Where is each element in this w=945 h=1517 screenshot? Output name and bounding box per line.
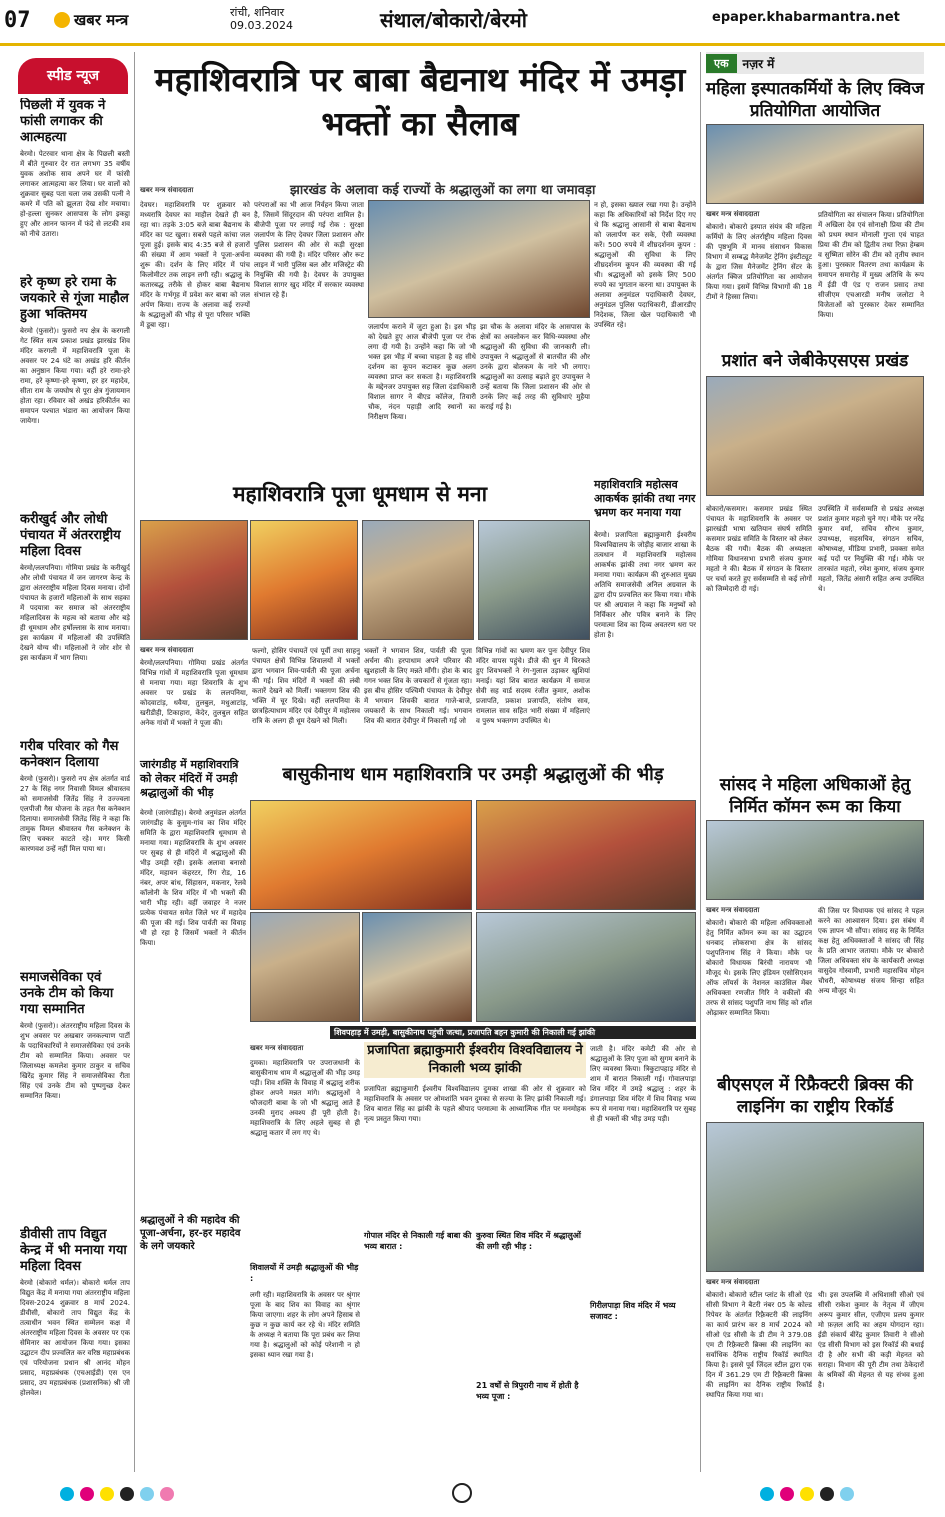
basukinath-col-2: लगी रही। महाशिवरात्रि के अवसर पर श्रृंगार पूजा के बाद शिव का विवाह का श्रृंगार किया जाएगा। शहर के लोग अपने हिसाब से कुछ न कुछ कार्य कर रहे थे। मंदिर समिति के अध्यक्ष ने बताया कि पूरा प्रबंध कर लिया गया है। श्रद्धालुओं को कोई परेशानी न हो इसका ध्यान रखा गया है। <box>250 1291 360 1359</box>
jbkss-col-2: उपस्थिति में सर्वसम्मति से प्रखंड अध्यक्ष प्रशांत कुमार महतो चुने गए। मौके पर नरेंद्र कुमार वर्मा, सचिव सौरभ कुमार, उपाध्यक्ष, सहसचिव, संगठन सचिव, कोषाध्यक्ष, मीडिया प्रभारी, प्रवक्ता समेत कई पदों पर नियुक्ति की गई। मौके पर तारकांत महतो, रमेश कुमार, संजय कुमार महतो, जितेंद्र अंसारी सहित अन्य उपस्थित थे। <box>818 505 924 593</box>
black-mark-icon <box>120 1487 134 1501</box>
speed-news-headline: करीखुर्द और लोधी पंचायत में अंतरराष्ट्रीय महिला दिवस <box>20 512 121 559</box>
at-a-glance-tag: एक <box>706 54 737 73</box>
main-col-4: झा चौक के अलावा मंदिर के आसपास के क्षेत्रों का अवलोकन कर विधि-व्यवस्था और श्रद्धालुओं की सुविधा की जानकारी ली। उपायुक्त ने श्रद्धालुओं से बातचीत की और उनके द्वारा बोलकम के नारे भी लगाए। श्रद्धालुओं का उत्साह बढ़ाते हुए उपायुक्त ने उन्हें बताया कि जिला प्रशासन की ओर से उनके लिए कई तरह की सुविधाएं मुहैया कराई गई है। <box>480 323 590 411</box>
basukinath-photo-1 <box>250 800 472 910</box>
commonroom-col-1: बोकारो। बोकारो की महिला अधिवक्ताओं हेतु निर्मित कॉमन रूम का का उद्घाटन धनबाद लोकसभा क्षेत्र के सांसद पशुपतिनाथ सिंह ने किया। मौके पर बोकारो विधायक बिरंची नारायण भी मौजूद थे। इसके लिए इंडियन एसोसिएशन ऑफ लॉयर्स के नेशनल काउंसिल मेंबर अधिवक्ता रणजीत गिरि ने वकीलों की तरफ से सांसद पशुपति नाथ सिंह को शॉल ओढ़ाकर सम्मानित किया। <box>706 919 812 1017</box>
fair-subhead-1: श्रद्धालुओं ने की महादेव की पूजा-अर्चना, हर-हर महादेव के लगे जयकारे <box>140 1215 241 1252</box>
jbkss-col-1: बोकारो/कसमार। कसमार प्रखंड स्थित पंचायत के महाशिवरात्रि के अवसर पर झारखंडी भाषा खतियान संघर्ष समिति कसमार प्रखंड समिति के विस्तार को लेकर बैठक की गयी। बैठक की अध्यक्षता गोमिया विधानसभा प्रभारी संजय कुमार महतो ने की। बैठक में संगठन के विस्तार पर चर्चा करते हुए सर्वसम्मति से कई लोगों को जिम्मेदारी दी गई। <box>706 505 812 593</box>
speed-news-item <box>20 739 130 964</box>
refractory-byline: खबर मन्त्र संवाददाता <box>706 1278 760 1286</box>
puja-photo-4 <box>478 520 590 640</box>
second-col-1: बेरमो/ललपनिया। गोमिया प्रखंड अंतर्गत विभिन्न गांवों में महाशिवरात्रि पूजा धूमधाम से मनाया गया। महा शिवरात्रि के शुभ अवसर पर प्रखंड के ललपनिया, कोदवाटांड़, धवैया, तुलबुल, मधुआटांड़, खरीडीही, टिकाहारा, केंदेर, तुलबुल सहित अनेक गांवों में भक्तों ने पूजा की। <box>140 659 248 727</box>
second-story-headline: महाशिवरात्रि पूजा धूमधाम से मना <box>232 481 488 506</box>
date: 09.03.2024 <box>230 19 293 32</box>
speed-news-headline: हरे कृष्ण हरे रामा के जयकारे से गूंजा माहौल हुआ भक्तिमय <box>20 275 129 322</box>
refractory-photo <box>706 1122 924 1272</box>
quiz-byline: खबर मन्त्र संवाददाता <box>706 210 760 218</box>
puja-photo-1 <box>140 520 248 640</box>
main-col-5: न हो, इसका ख्याल रखा गया है। उन्होंने कहा कि अधिकारियों को निर्देश दिए गए थे कि श्रद्धालु आसानी से बाबा बैद्यनाथ को जलार्पण कर सके, ऐसी व्यवस्था करें। 500 रुपये में शीघ्रदर्शनम कूपन : श्रद्धालुओं की सुविधा के लिए शीघ्रदर्शनम कूपन की व्यवस्था की गई थी। श्रद्धालुओं को इसके लिए 500 रुपये का भुगतान करना था। उपायुक्त के अलावा अनुमंडल पदाधिकारी देवघर, अनुमंडल पुलिस पदाधिकारी, डीआरडीए निदेशक, जिला खेल पदाधिकारी भी उपस्थित रहे। <box>594 201 696 329</box>
basukinath-photo-3 <box>250 912 360 1022</box>
jarangdih-body: बेरमो (जारंगडीह)। बेरमो अनुमंडल अंतर्गत जारंगडीह के कुसुम-गांव का शिव मंदिर समिति के द्वारा महाशिवरात्रि धूमधाम से मनाया गया। महाशिवरात्रि के शुभ अवसर पर सुबह से ही मंदिरों में श्रद्धालुओं की भीड़ उमड़ी रही। इसके अलावा बनासो मंदिर, महावन कंहरटर, रिंग रोड, 16 नंबर, अपर बांध, सिंहासन, मकनार, रेलवे कॉलोनी के शिव मंदिर में भी भक्तों की भारी भीड़ रही। वहीं जवाहर ने नजर प्रत्येक पंचायत समेत जिले भर में महादेव की पूजा की गई। शिव पार्वती का विवाह भी हो रहा है जिसमें भक्तों ने कीर्तन किया। <box>140 809 246 947</box>
yellow-mark-icon <box>800 1487 814 1501</box>
basukinath-photo-2 <box>476 800 696 910</box>
column-divider <box>700 52 701 1472</box>
second-col-4: विभिन्न गांवों का भ्रमण कर पुनः देवीपुर शिव मंदिर वापस पहुंचे। डीजे की धुन में थिरकते हुए शिवभक्तों ने रंग-गुलाल उड़ाकर खुशियां मनाई। यहां शिव बारात कार्यक्रम में समाज सेवी सह वार्ड सदस्य रंजीत कुमार, अशोक प्रजापति, प्रकाश प्रजापति, संतोष साव, रामलाल साव सहित भारी संख्या में महिलाएं व पुरुष भक्तगण उपस्थित थे। <box>476 647 590 725</box>
main-col-2: परंपराओं का भी आज निर्वहन किया जाता है, जिसमें सिंदूरदान की परंपरा शामिल है। बीजेपी पूजा पर लगाई गई रोक : सुरक्षा जलार्पण के लिए देवघर जिला प्रशासन और पुलिस प्रशासन की ओर से कड़ी सुरक्षा व्यवस्था की गयी है। मंदिर परिसर और रूट लाइन में भारी पुलिस बल और मजिस्ट्रेट की नियुक्ति की गयी है। देवघर के उपायुक्त विशाल सागर खुद मंदिर में सरकार व्यवस्था संभाल रहे हैं। <box>254 201 364 299</box>
main-col-1: देवघर। महाशिवरात्रि पर शुक्रवार को मध्यरात्रि देवघर का माहौल देखते ही बन रहा था। तड़के 3:05 बजे बाबा बैद्यनाथ के मंदिर का पट खुला। सबसे पहले कांचा जल पूजा हुई। इसके बाद 4:35 बजे से हजारों की संख्या में आम भक्तों ने पूजा-अर्चना शुरू की। दर्शन के लिए मंदिर में पांच किलोमीटर तक लाइन लगी रही। श्रद्धालु के कतारबद्ध तरीके से होकर बाबा बैद्यनाथ मंदिर के गर्भगृह में प्रवेश कर बाबा को जल अर्पण किया। राज्य के अलावा कई राज्यों के श्रद्धालुओं की भीड़ से पूरा परिसर भक्ति में डूबा रहा। <box>140 201 250 329</box>
cyan-mark-icon <box>760 1487 774 1501</box>
at-a-glance-title: नज़र में <box>742 56 775 71</box>
speed-news-item <box>20 512 130 733</box>
prajapita-body: प्रजापिता ब्रह्माकुमारी ईश्वरीय विश्वविद्यालय दुमका शाखा की ओर से शुक्रवार को महाशिवरात्रि के अवसर पर ओमशांति भवन दुमका से सज्या के लिए झांकी निकाली गई। शिव बारात सिंह का झांकी के पहले श्रीपाद परमात्मा के आध्यात्मिक गीत पर मनमोहक नृत्य प्रस्तुत किया गया। <box>364 1085 586 1123</box>
brand-dot-icon <box>54 12 70 28</box>
second-col-2: फल्गो, होसिर पंचायतें एवं पूर्वी तथा साहनु पंचायत क्षेत्रों विभिन्न शिवालयों में भक्तों द्वारा भगवान शिव-पार्वती की पूजा अर्चना की गई। शिव मंदिरों में भक्तों की लंबी कतारें देखने को मिलीं। भक्तगण शिव की भक्ति में चूर दिखे। वहीं ललपनिया के छात्रहित्याधाम मंदिर एवं देवीपुर में महोत्सव रात्रि के अलग ही धूम देखने को मिली। <box>252 647 360 725</box>
quiz-photo <box>706 124 924 204</box>
prajapita-headline: प्रजापिता ब्रह्माकुमारी ईश्वरीय विश्वविद्यालय ने निकाली भव्य झांकी <box>364 1042 586 1078</box>
fair-subhead-4: कुरुवा स्थित शिव मंदिर में श्रद्धालुओं की लगी रही भीड़ : <box>476 1231 581 1251</box>
refractory-col-2: थी। इस उपलब्धि में अधिशासी सीओ एवं सीसी राकेश कुमार के नेतृत्व में जीएम अरूप कुमार सील, एजीएम प्रलय कुमार मो फ़ज़ल आदि का अहम योगदान रहा। ईडी संकार्य बीरेंद्र कुमार तिवारी ने सीओ एंड सीसी विभाग को इस रिकॉर्ड की बधाई दी है और सभी की कड़ी मेहनत को सराहा। विभाग की पूरी टीम तथा ठेकेदारों के श्रमिकों की मेहनत से यह संभव हुआ है। <box>818 1291 924 1389</box>
quiz-col-2: प्रतियोगिता का संचालन किया। प्रतियोगिता में अखिला देव एवं सोनाक्षी प्रिया की टीम को प्रथम स्थान मोनाली गुप्ता एवं चाहत प्रिया की टीम को द्वितीय तथा रिफ़ा हेम्ब्रम व सुष्मिता सोरेन की टीम को तृतीय स्थान हुआ। पुरस्कार वितरण तथा कार्यक्रम के समापन समारोह में मुख्य अतिथि के रूप में ईडी पी एंड ए राजन प्रसाद तथा सीजीएम एचआरडी मनीष जलोटा ने विजेताओं को पुरस्कार देकर सम्मानित किया। <box>818 211 924 319</box>
main-byline: खबर मन्त्र संवाददाता <box>140 186 194 194</box>
print-registration-bar <box>0 1475 945 1517</box>
second-col-3: भक्तों ने भगवान शिव, पार्वती की पूजा अर्चना की। हरपाधाम अपने परिवार की खुशहाली के लिए मन्नते माँगी। होश के बाद गगन भक्त शिव के जयकारों से गूंजता रहा। इस बीच होसिर पश्चिमी पंचायत के देवीपुर में भगवान शिवकी बारात गाजे-बाजे, जयकारों के साथ निकाली गई। भगवान शिव की बारात देवीपुर में निकाली गई जो <box>364 647 472 725</box>
at-a-glance-banner <box>706 52 924 74</box>
basukinath-byline: खबर मन्त्र संवाददाता <box>250 1044 304 1052</box>
refractory-col-1: बोकारो। बोकारो स्टील प्लांट के सीओ एंड सीसी विभाग ने बैटरी नंबर 05 के कोल्ड रिपेयर के अंतर्गत रिफ़्रैक्टरी की लाइनिंग का कार्य प्रारंभ कर 8 मार्च 2024 को सीओ एंड सीसी के डी टीम ने 379.08 एम टी रिफ़्रैक्टरी ब्रिक्स की लाइनिंग का सर्वाधिक दैनिक राष्ट्रीय रिकॉर्ड स्थापित किया है। इससे पूर्व जिंदल स्टील द्वारा एक दिन में 361.29 एम टी रिफ़्रैक्टरी ब्रिक्स की लाइनिंग का दैनिक राष्ट्रीय रिकॉर्ड स्थापित किया गया था। <box>706 1291 812 1399</box>
commonroom-byline: खबर मन्त्र संवाददाता <box>706 906 760 914</box>
fair-subhead-6: गिरीलपाड़ा शिव मंदिर में भव्य सजावट : <box>590 1301 676 1321</box>
city-day: रांची, शनिवार <box>230 6 285 19</box>
basukinath-headline: बासुकीनाथ धाम महाशिवरात्रि पर उमड़ी श्रद्धालुओं की भीड़ <box>282 764 664 785</box>
cyan-mark-icon <box>60 1487 74 1501</box>
refractory-headline: बीएसएल में रिफ्रैक्टरी ब्रिक्स की लाइनिंग का राष्ट्रीय रिकॉर्ड <box>717 1075 913 1117</box>
jbkss-photo <box>706 376 924 496</box>
color-marks-right <box>760 1487 860 1501</box>
fair-subhead-3: गोपाल मंदिर से निकाली गई बाबा की भव्य बारात : <box>364 1231 472 1251</box>
brand-logo <box>54 10 128 30</box>
main-col-3: जलार्पण कराने में जुटा हुआ है। इस भीड़ को देखते हुए आज बीजेपी पूजा पर रोक लगा दी गयी है। उन्होंने कहा कि जो भी भक्त इस भीड़ में बच्चा चाहता है वह सीधे दर्शनम का कूपन कटाकर कूछ अलग व्यवस्था प्राप्त कर सकता है। महाशिवरात्रि के मद्देनजर उपायुक्त सह जिला दंडाधिकारी विशाल सागर ने बीएड कॉलेज, तिवारी चौक, नंदन पहाड़ी आदि स्थानों का निरीक्षण किया। <box>368 323 476 421</box>
quiz-col-1: बोकारो। बोकारो इस्पात संयंत्र की महिला कर्मियों के लिए अंतर्राष्ट्रीय महिला दिवस की पृष्ठभूमि में मानव संसाधन विकास विभाग में सम्बद्ध मैनेजमेंट ट्रेनिंग इंस्टीट्यूट के द्वारा जिस मैनेजमेंट ट्रेनिंग सेंटर के अंतर्गत क्विज प्रतियोगिता का आयोजन किया गया। इसमें विभिन्न विभागों की 18 टीमों ने हिस्सा लिया। <box>706 223 812 301</box>
jbkss-headline: प्रशांत बने जेबीकेएसएस प्रखंड <box>721 351 909 371</box>
magenta-mark-icon <box>80 1487 94 1501</box>
light-cyan-mark-icon <box>840 1487 854 1501</box>
yellow-mark-icon <box>100 1487 114 1501</box>
speed-news-headline: समाजसेविका एवं उनके टीम को किया गया सम्मानित <box>20 970 114 1017</box>
jarangdih-headline: जारंगडीह में महाशिवरात्रि को लेकर मंदिरों में उमड़ी श्रद्धालुओं की भीड़ <box>140 758 239 799</box>
speed-news-body: बेरमो। पेटरवार थाना क्षेत्र के पिछली बस्ती में बीते गुरुवार देर रात लगभग 35 वर्षीय युवक अशोक साव अपने घर में फांसी लगाकर आत्महत्या कर लिया। घर वालों को शुक्रवार सुबह पता चला जब उसकी पत्नी ने कमरे में पति को झूलता देख शोर मचाया। हो-हल्ला सुनकर आसपास के लोग इकट्ठा हुए और आनन फानन में फंदे से लटकी शव को नीचे उतारा। <box>20 150 130 238</box>
speed-news-body: बेरमो/ललपनिया। गोमिया प्रखंड के करीखुर्द और लोधी पंचायत में जन जागरण केन्द्र के द्वारा अंतरराष्ट्रीय महिला दिवस मनाया। दोनों पंचायत के हजारों महिलाओं के साथ सहका में पदयात्रा कर समाज को अंतरराष्ट्रीय महिलादिवस के महत्व को बताया और बड़े ही धूमधाम और हर्षोल्लास के साथ मनाया। इस कार्यक्रम में महिलाओं की उपस्थिति देखने योग्य थी। महिलाओं ने जोर शोर से इस कार्यक्रम में भाग लिया। <box>20 564 130 662</box>
page-number: 07 <box>4 8 31 33</box>
brand-name: खबर मन्त्र <box>74 11 129 29</box>
speed-news-item <box>20 98 130 269</box>
light-magenta-mark-icon <box>160 1487 174 1501</box>
speed-news-item <box>20 275 130 506</box>
puja-photo-3 <box>362 520 474 640</box>
commonroom-col-2: की जिस पर विधायक एवं सांसद ने पहल करने का आश्वासन दिया। इस संबंध में एक ज्ञापन भी सौंपा। सांसद सह के निर्मित कक्ष हेतु अधिवक्ताओं ने सांसद जी सिंह के प्रति आभार जताया। मौके पर बोकारो जिला अधिवक्ता संघ के कार्यकारी अध्यक्ष वासुदेव गोस्वामी, प्रभारी महासचिव मोहन चौधरी, कोषाध्यक्ष संजय सिन्हा सहित अन्य मौजूद थे। <box>818 907 924 995</box>
speed-news-body: बेरमो (फुसरो)। फुसरो नप क्षेत्र अंतर्गत वार्ड 27 के सिंह नगर निवासी विमल श्रीवास्तव को समाजसेवी जितेंद्र सिंह ने उज्ज्वला एलपीजी गैस योजना के तहत गैस कनेक्शन दिलाया। समाजसेवी जितेंद्र सिंह ने कहा कि तामुक विमल श्रीवास्तव गैस कनेक्शन के लिए चक्कर काटते रहे। मगर किसी कारणवश उन्हें नहीं मिल पाया था। <box>20 775 130 853</box>
speed-news-column <box>20 98 130 1468</box>
section-title: संथाल/बोकारो/बेरमो <box>380 8 527 32</box>
jhanki-body: बेरमो। प्रजापिता ब्रह्माकुमारी ईश्वरीय विश्वविद्यालय के जोड़ीह बाजार शाखा के तत्वधान में महाशिवरात्रि महोत्सव आकर्षक झांकी तथा नगर भ्रमण कर मनाया गया। कार्यक्रम की शुरुआत मुख्य अतिथि समाजसेवी अनिल अग्रवाल के द्वारा दीप प्रज्वलित कर किया गया। मौके पर श्री अग्रवाल ने कहा कि मनुष्यों को निर्विकार और पवित्र बनाने के लिए परमात्मा शिव का दिव्य अवतरण धरा पर होता है। <box>594 531 696 639</box>
basukinath-photo-caption: शिवपहाड़ में उमड़ी, बासुकीनाथ पहुंची जत्था, प्रजापति बहन कुमारी की निकाली गई झांकी <box>330 1026 696 1039</box>
main-subheadline: झारखंड के अलावा कई राज्यों के श्रद्धालुओं का लगा था जमावड़ा <box>290 183 596 198</box>
fair-subhead-2: शिवालयों में उमड़ी श्रद्धालुओं की भीड़ : <box>250 1263 359 1283</box>
commonroom-headline: सांसद ने महिला अधिकाओं हेतु निर्मित कॉमन रूम का किया <box>719 775 911 817</box>
basukinath-photo-5 <box>476 912 696 1022</box>
speed-news-item <box>20 970 130 1221</box>
speed-news-label: स्पीड न्यूज <box>18 58 128 94</box>
color-marks-left <box>60 1487 180 1501</box>
speed-news-body: बेरमो (बोकारो थर्मल)। बोकारो थर्मल ताप विद्युत केंद्र में मनाया गया अंतरराष्ट्रीय महिला दिवस-2024 शुक्रवार 8 मार्च 2024. डीवीसी, बोकारो ताप विद्युत केंद्र के तत्वाधीन भवन स्थित सम्मेलन कक्ष में अंतरराष्ट्रीय महिला दिवस के अवसर पर एक सेमिनार का आयोजन किया गया। इसका उद्घाटन दीप प्रज्वलित कर वरिष्ठ महाप्रबंधक एवं परियोजना प्रधान श्री आनंद मोहन प्रसाद, महाप्रबंधक (एचआईडी) एस एन प्रसाद, उप महाप्रबंधक (प्रशासनिक) श्री जी होलवेल। <box>20 1279 130 1397</box>
speed-news-headline: डीवीसी ताप विद्युत केन्द्र में भी मनाया गया महिला दिवस <box>20 1227 127 1274</box>
column-divider <box>134 52 135 1472</box>
crosshair-icon <box>452 1483 472 1503</box>
main-headline: महाशिवरात्रि पर बाबा बैद्यनाथ मंदिर में उमड़ा भक्तों का सैलाब <box>154 60 686 143</box>
fair-subhead-5: 21 वर्षों से त्रिपुरारी नाथ में होती है भव्य पूजा : <box>476 1381 579 1401</box>
commonroom-photo <box>706 820 924 900</box>
black-mark-icon <box>820 1487 834 1501</box>
speed-news-body: बेरमो (फुसरो)। फुसरो नप क्षेत्र के करगली गेट स्थित सत्य प्रकाश प्रखंड झारखंड शिव मंदिर करगली में महाशिवरात्रि पूजा के अवसर पर 24 घंटे का अखंड हरि कीर्तन का अनुष्ठान किया गया। वहीं हरे रामा-हरे रामा, हरे कृष्णा-हरे कृष्णा, हर हर महादेव, सीता राम के जयघोष से पूरा क्षेत्र गुंजायमान होता रहा। रविवार को अखंड हरिकीर्तन का समापन पश्चात भंडारा का आयोजन किया जायेगा। <box>20 327 130 425</box>
basukinath-photo-4 <box>362 912 472 1022</box>
jhanki-headline: महाशिवरात्रि महोत्सव आकर्षक झांकी तथा नगर भ्रमण कर मनाया गया <box>594 478 696 519</box>
main-photo-temple <box>368 200 590 318</box>
second-story-byline: खबर मन्त्र संवाददाता <box>140 646 194 654</box>
site-url[interactable]: epaper.khabarmantra.net <box>712 10 900 25</box>
quiz-headline: महिला इस्पातकर्मियों के लिए क्विज प्रतियोगिता आयोजित <box>706 79 924 121</box>
basukinath-col-1: दुमका। महाशिवरात्रि पर उपराजधानी के बासुकीनाथ धाम में श्रद्धालुओं की भीड़ उमड़ पड़ी। शिव शक्ति के विवाह में श्रद्धालु शरीक होकर अपने मन्नत मांगे। श्रद्धालुओं ने फौजदारी बाबा के जो भी श्रद्धालु आते हैं उनकी मुराद अवश्य ही पूरी होती है। महाशिवरात्रि के लिए अहले सुबह से ही श्रद्धालु कतार में लग गए थे। <box>250 1059 360 1137</box>
light-cyan-mark-icon <box>140 1487 154 1501</box>
speed-news-headline: गरीब परिवार को गैस कनेक्शन दिलाया <box>20 739 119 770</box>
puja-photo-2 <box>250 520 358 640</box>
speed-news-body: बेरमो (फुसरो)। अंतरराष्ट्रीय महिला दिवस के शुभ अवसर पर अखबार जनकल्याण पार्टी के पदाधिकारियों ने समाजसेविका एवं उनके टीम को सम्मानित किया। अवसर पर जिलाध्यक्ष कमलेश कुमार ठाकुर व सचिव खिरेंद्र कुमार सिंह ने समाजसेविका रीता सिंह एवं उनके टीम को पुष्पगुच्छ देकर सम्मानित किया। <box>20 1022 130 1100</box>
speed-news-headline: पिछली में युवक ने फांसी लगाकर की आत्महत्या <box>20 98 106 145</box>
masthead-bar <box>0 0 945 46</box>
basukinath-col-3: जाती है। मंदिर कमेटी की ओर से श्रद्धालुओं के लिए पूजा को सुगम बनाने के लिए व्यवस्था किया। त्रिकुटापहाड़ मंदिर से शाम में बारात निकाली गई। गोवालपाड़ा शिव मंदिर में उमड़े श्रद्धालु : शहर के डंगालपाड़ा शिव मंदिर में शिव विवाह भव्य रूप से मनाया गया। महाशिवरात्रि पर सुबह से ही भक्तों की भीड़ उमड़ पड़ी। <box>590 1045 696 1123</box>
speed-news-item <box>20 1227 130 1468</box>
magenta-mark-icon <box>780 1487 794 1501</box>
dateline <box>230 6 293 32</box>
